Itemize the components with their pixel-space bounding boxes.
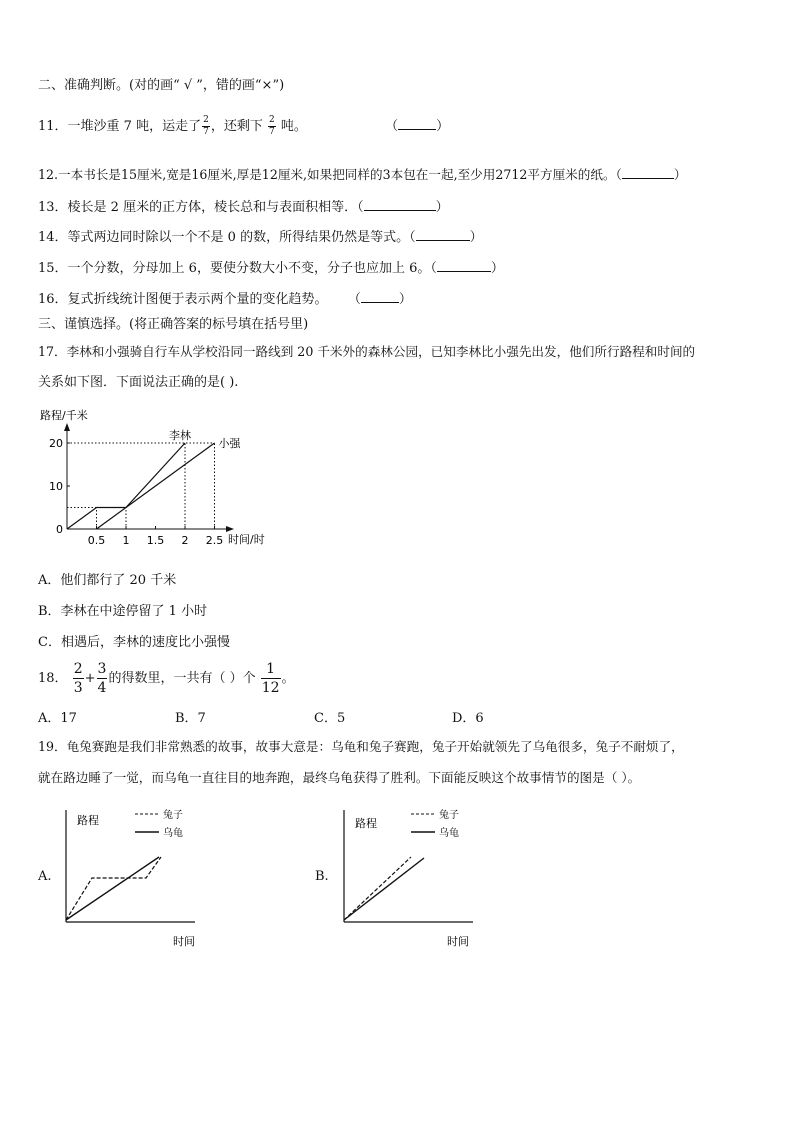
chart-y-tick-label-0: 0	[56, 523, 63, 536]
chart-x-tick-label-1: 0.5	[87, 534, 106, 547]
question-14: 14．等式两边同时除以一个不是 0 的数，所得结果仍然是等式。（ ）	[38, 230, 483, 245]
q15-answer-blank[interactable]	[437, 259, 491, 272]
graph-a-x-label: 时间	[173, 935, 195, 948]
q19-graph-a[interactable]	[55, 800, 235, 955]
chart-y-axis-label: 路程/千米	[40, 409, 88, 422]
graph-b-tortoise-line	[344, 858, 424, 920]
chart-x-axis-label: 时间/时	[228, 533, 265, 546]
question-19-line-1: 19．龟兔赛跑是我们非常熟悉的故事，故事大意是：乌龟和兔子赛跑，兔子开始就领先了乌龟很多，兔子不耐烦了，	[38, 739, 684, 754]
question-13: 13．棱长是 2 厘米的正方体，棱长总和与表面积相等．（ ）	[38, 200, 449, 215]
q12-answer-blank[interactable]	[622, 166, 674, 179]
q17-option-b[interactable]: B．李林在中途停留了 1 小时	[38, 604, 208, 619]
graph-a-legend-rabbit: 兔子	[163, 810, 183, 821]
chart-y-tick-label-1: 10	[49, 480, 63, 493]
q11-text-part3: 吨。	[280, 119, 307, 134]
chart-series-label-1: 小强	[218, 437, 241, 450]
section-3-heading: 三、谨慎选择。(将正确答案的标号填在括号里)	[38, 317, 309, 332]
q18-option-b[interactable]: B．7	[175, 711, 206, 726]
q17-option-a[interactable]: A．他们都行了 20 千米	[38, 573, 177, 588]
q19-graph-b[interactable]	[333, 800, 513, 955]
graph-b-rabbit-line	[344, 857, 411, 920]
chart-series-line-0	[67, 443, 185, 529]
q18-option-c[interactable]: C．5	[314, 711, 346, 726]
question-12: 12.一本书长是15厘米,宽是16厘米,厚是12厘米,如果把同样的3本包在一起,至少用2712平方厘米的纸。（ ）	[38, 167, 687, 182]
q16-text: 16．复式折线统计图便于表示两个量的变化趋势。	[38, 292, 328, 307]
q14-answer-blank[interactable]	[416, 228, 470, 241]
chart-series-line-1	[97, 443, 215, 529]
q19-option-b-label[interactable]: B.	[315, 869, 329, 884]
q18-label: 18．	[38, 671, 68, 686]
question-15: 15．一个分数，分母加上 6，要使分数大小不变，分子也应加上 6。（ ）	[38, 261, 504, 276]
q11-text-part1: 11．一堆沙重 7 吨，运走了	[38, 119, 202, 134]
chart-x-tick-label-5: 2.5	[205, 534, 224, 547]
question-17-line-2: 关系如下图．下面说法正确的是( ).	[38, 375, 239, 390]
q18-fraction-2: $\frac{3}{4}$	[97, 661, 107, 696]
q18-fraction-3: $\frac{1}{12}$	[261, 661, 280, 696]
q18-option-a[interactable]: A．17	[38, 711, 77, 726]
graph-a-tortoise-line	[66, 857, 159, 920]
section-2-heading: 二、准确判断。(对的画“ √ ”，错的画“×”)	[38, 78, 285, 93]
q11-paren-open: （	[385, 119, 399, 134]
graph-b-legend-rabbit: 兔子	[439, 810, 459, 821]
graph-b-legend-tortoise: 乌龟	[439, 828, 459, 839]
graph-b-y-label: 路程	[355, 817, 377, 830]
question-17-line-1: 17．李林和小强骑自行车从学校沿同一路线到 20 千米外的森林公园，已知李林比小强先出发，他们所行路程和时间的	[38, 344, 696, 359]
q17-distance-time-chart	[30, 405, 290, 550]
chart-series-label-0: 李林	[169, 429, 191, 442]
q13-answer-blank[interactable]	[364, 198, 436, 211]
q18-option-d[interactable]: D．6	[452, 711, 484, 726]
q17-option-c[interactable]: C．相遇后，李林的速度比小强慢	[38, 635, 230, 650]
graph-a-y-label: 路程	[77, 814, 99, 827]
chart-x-tick-label-4: 2	[181, 534, 189, 547]
q11-fraction-1: $\frac{2}{7}$	[203, 115, 209, 137]
q16-answer-blank[interactable]	[361, 290, 399, 303]
chart-x-axis-arrow	[226, 526, 234, 532]
q18-text-mid: 的得数里，一共有（ ）个	[108, 671, 256, 686]
chart-y-tick-label-2: 20	[49, 437, 63, 450]
graph-a-legend-tortoise: 乌龟	[163, 828, 183, 839]
q15-text: 15．一个分数，分母加上 6，要使分数大小不变，分子也应加上 6。	[38, 261, 431, 276]
question-11	[38, 116, 449, 137]
chart-y-axis-arrow	[64, 423, 70, 431]
q11-text-part2: ，还剩下	[210, 119, 263, 134]
q13-text: 13．棱长是 2 厘米的正方体，棱长总和与表面积相等．	[38, 200, 358, 215]
chart-x-tick-label-2: 1	[122, 534, 130, 547]
graph-b-x-label: 时间	[447, 935, 469, 948]
q11-answer-blank[interactable]	[398, 117, 436, 130]
q18-fraction-1: $\frac{2}{3}$	[73, 661, 83, 696]
q11-fraction-2: $\frac{2}{7}$	[268, 115, 275, 137]
question-18: 18． $\frac{2}{3}$ + $\frac{3}{4}$ 的得数里，一共有（ ）个 $\frac{1}{12}$ 。	[38, 661, 295, 696]
q19-option-a-label[interactable]: A.	[38, 869, 52, 884]
q14-text: 14．等式两边同时除以一个不是 0 的数，所得结果仍然是等式。	[38, 230, 410, 245]
question-16: 16．复式折线统计图便于表示两个量的变化趋势。 （ ）	[38, 292, 412, 307]
q12-text: 12.一本书长是15厘米,宽是16厘米,厚是12厘米,如果把同样的3本包在一起,至少用2712平方厘米的纸。	[38, 167, 616, 182]
chart-x-tick-label-3: 1.5	[146, 534, 165, 547]
question-19-line-2: 就在路边睡了一觉，而乌龟一直往目的地奔跑，最终乌龟获得了胜利。下面能反映这个故事情节的图是（ ）。	[38, 770, 641, 785]
q11-paren-close: ）	[436, 119, 450, 134]
